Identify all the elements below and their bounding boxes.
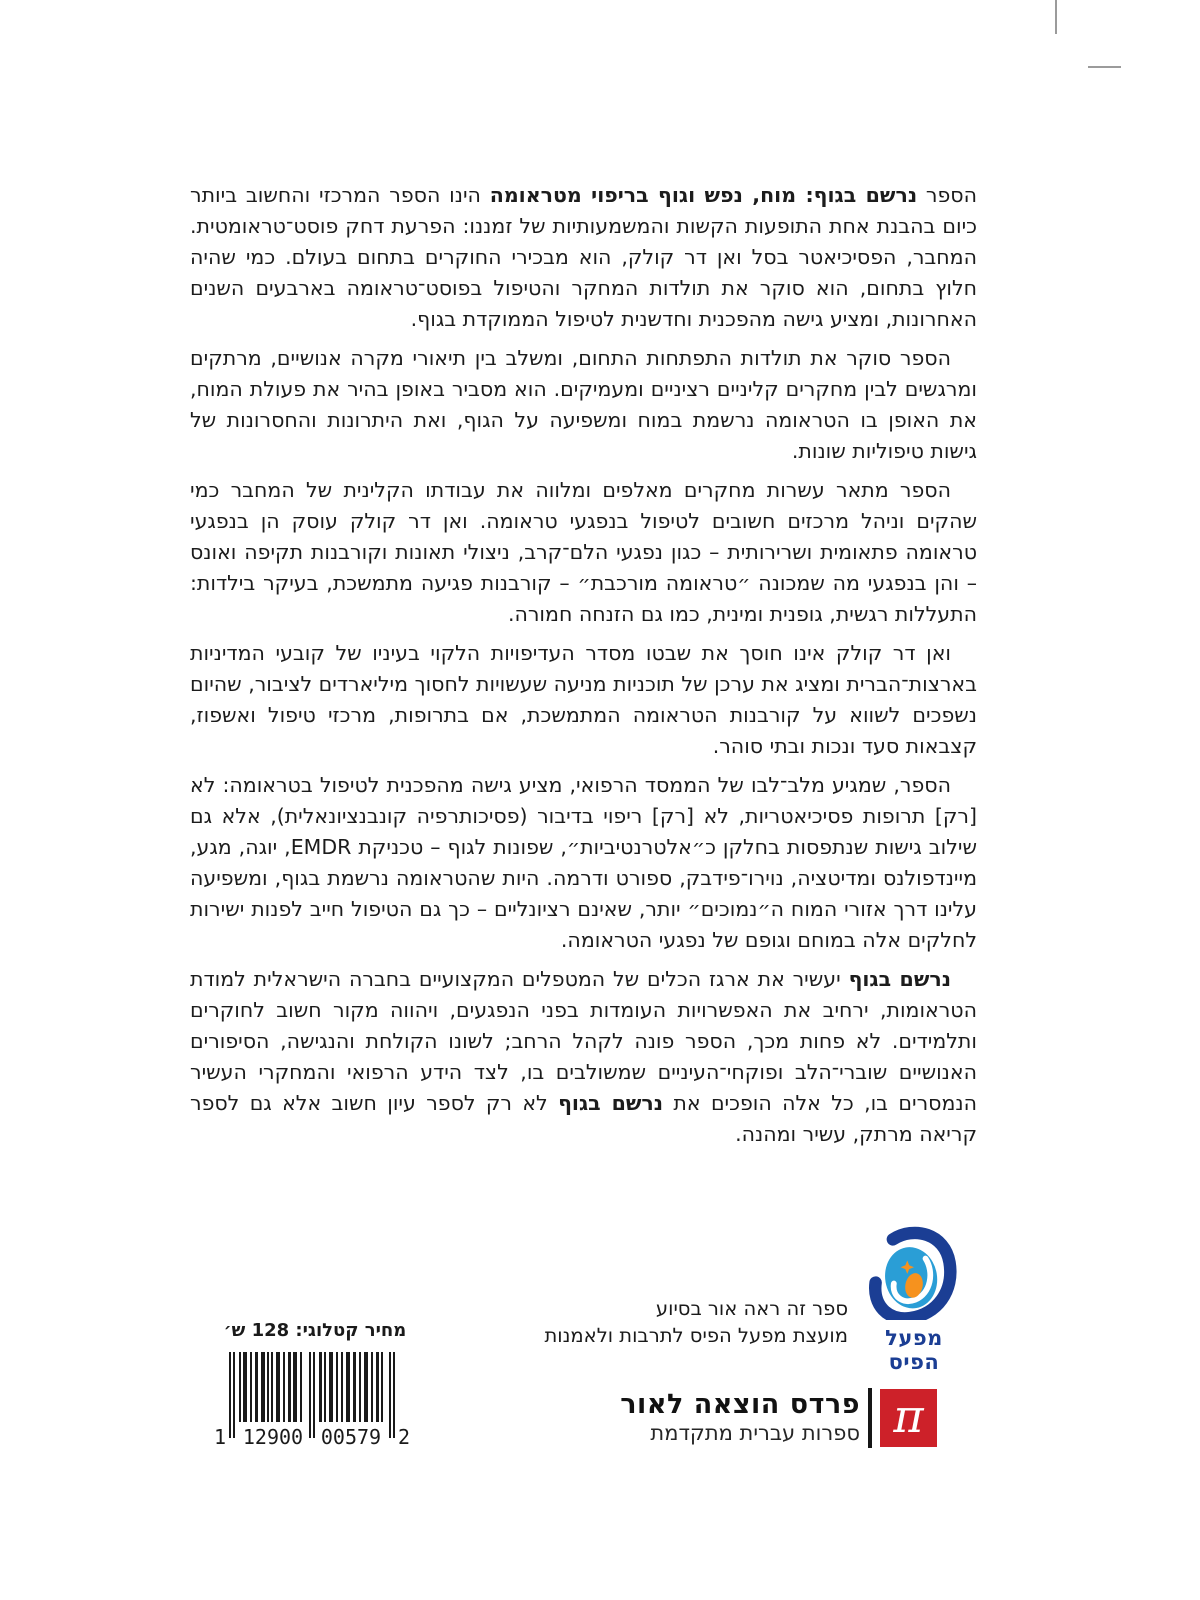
paragraph: ואן דר קולק אינו חוסך את שבטו מסדר העדיפויות הלקוי בעיניו של קובעי המדיניות בארצות־הברית ומציג את ערכן של תוכניות מניעה שעשויות לחסוך מיליארדים לציבור, שהיום נשפכים לשווא על קורבנות הטראומה המתמשכת, אם בתרופות, מרכזי טיפול ואשפוז, קצבאות סעד ונכות ובתי סוהר.	[190, 641, 977, 758]
paragraph: הספר מתאר עשרות מחקרים מאלפים ומלווה את עבודתו הקלינית של המחבר כמי שהקים וניהל מרכזים חשובים לטיפול בנפגעי טראומה. ואן דר קולק עוסק הן בנפגעי טראומה פתאומית ושרירותית – כגון נפגעי הלם־קרב, ניצולי תאונות וקורבנות תקיפה ואונס – והן בנפגעי מה שמכונה ״טראומה מורכבת״ – קורבנות פגיעה מתמשכת, בעיקר בילדות: התעללות רגשית, גופנית ומינית, כמו גם הזנחה חמורה.	[190, 478, 977, 626]
publisher-block	[600, 1388, 940, 1452]
sponsor-credit	[428, 1295, 848, 1349]
publisher-divider	[868, 1388, 872, 1448]
mifal-hapais-wordmark: מפעל הפיס	[885, 1326, 943, 1374]
publisher-pi-logo	[880, 1389, 937, 1447]
paragraph: הספר, שמגיע מלב־לבו של הממסד הרפואי, מציע גישה מהפכנית לטיפול בטראומה: לא [רק] תרופות פסיכיאטריות, לא [רק] ריפוי בדיבור (פסיכותרפיה קונבנציונאלית), אלא גם שילוב גישות שנתפסות בחלקן כ״אלטרנטיביות״, שפונות לגוף – טכניקת EMDR, יוגה, מגע, מיינדפולנס ומדיטציה, נוירו־פידבק, ספורט ודרמה. היות שהטראומה נרשמת בגוף, ומשפיעה עלינו דרך אזורי המוח ה״נמוכים״ יותר, שאינם רציונליים – כך גם הטיפול חייב לפנות ישירות לחלקים אלה במוחם וגופם של נפגעי הטראומה.	[190, 773, 977, 952]
pais-swirl-icon	[866, 1305, 962, 1324]
mifal-hapais-logo	[862, 1224, 966, 1374]
publisher-text	[610, 1390, 860, 1446]
price-label: מחיר קטלוגי: 128 ש׳	[223, 1320, 407, 1341]
barcode-digit-left: 1	[213, 1425, 227, 1448]
barcode	[213, 1352, 413, 1448]
crop-mark-vertical	[1055, 0, 1057, 34]
back-cover-text	[190, 180, 977, 1158]
publisher-tagline: ספרות עברית מתקדמת	[650, 1421, 860, 1445]
pi-icon: π	[893, 1389, 924, 1443]
barcode-digits-group2: 00579	[320, 1425, 382, 1448]
barcode-digits-group1: 12900	[242, 1425, 304, 1448]
crop-mark-horizontal	[1088, 66, 1121, 68]
paragraph: הספר סוקר את תולדות התפתחות התחום, ומשלב בין תיאורי מקרה אנושיים, מרתקים ומרגשים לבין מחקרים קליניים רציניים ומעמיקים. הוא מסביר באופן בהיר את פעולת המוח, את האופן בו הטראומה נרשמת במוח ומשפיעה על הגוף, ואת היתרונות והחסרונות של גישות טיפוליות שונות.	[190, 346, 977, 463]
paragraph: הספר נרשם בגוף: מוח, נפש וגוף בריפוי מטראומה הינו הספר המרכזי והחשוב ביותר כיום בהבנת אחת התופעות הקשות והמשמעותיות של זמננו: הפרעת דחק פוסט־טראומטית. המחבר, הפסיכיאטר בסל ואן דר קולק, הוא מבכירי החוקרים בתחום בעולם. כמי שהיה חלוץ בתחום, הוא סוקר את תולדות המחקר והטיפול בפוסט־טראומה בארבעים השנים האחרונות, ומציע גישה מהפכנית וחדשנית לטיפול הממוקדת בגוף.	[190, 183, 977, 331]
sponsor-credit-line-2: מועצת מפעל הפיס לתרבות ולאמנות	[544, 1324, 848, 1347]
publisher-name: פרדס הוצאה לאור	[620, 1389, 860, 1420]
paragraph: נרשם בגוף יעשיר את ארגז הכלים של המטפלים המקצועיים בחברה הישראלית למודת הטראומות, ירחיב את האפשרויות העומדות בפני הנפגעים, ויהווה מקור חשוב לחוקרים ותלמידים. לא פחות מכך, הספר פונה לקהל הרחב; לשונו הקולחת והנגישה, הסיפורים האנושיים שוברי־הלב ופוקחי־העיניים שמשולבים בו, לצד הידע הרפואי והמחקרי העשיר הנמסרים בו, כל אלה הופכים את נרשם בגוף לא רק לספר עיון חשוב אלא גם לספר קריאה מרתק, עשיר ומהנה.	[190, 967, 977, 1146]
sponsor-credit-line-1: ספר זה ראה אור בסיוע	[655, 1297, 848, 1320]
barcode-digit-right: 2	[397, 1425, 411, 1448]
